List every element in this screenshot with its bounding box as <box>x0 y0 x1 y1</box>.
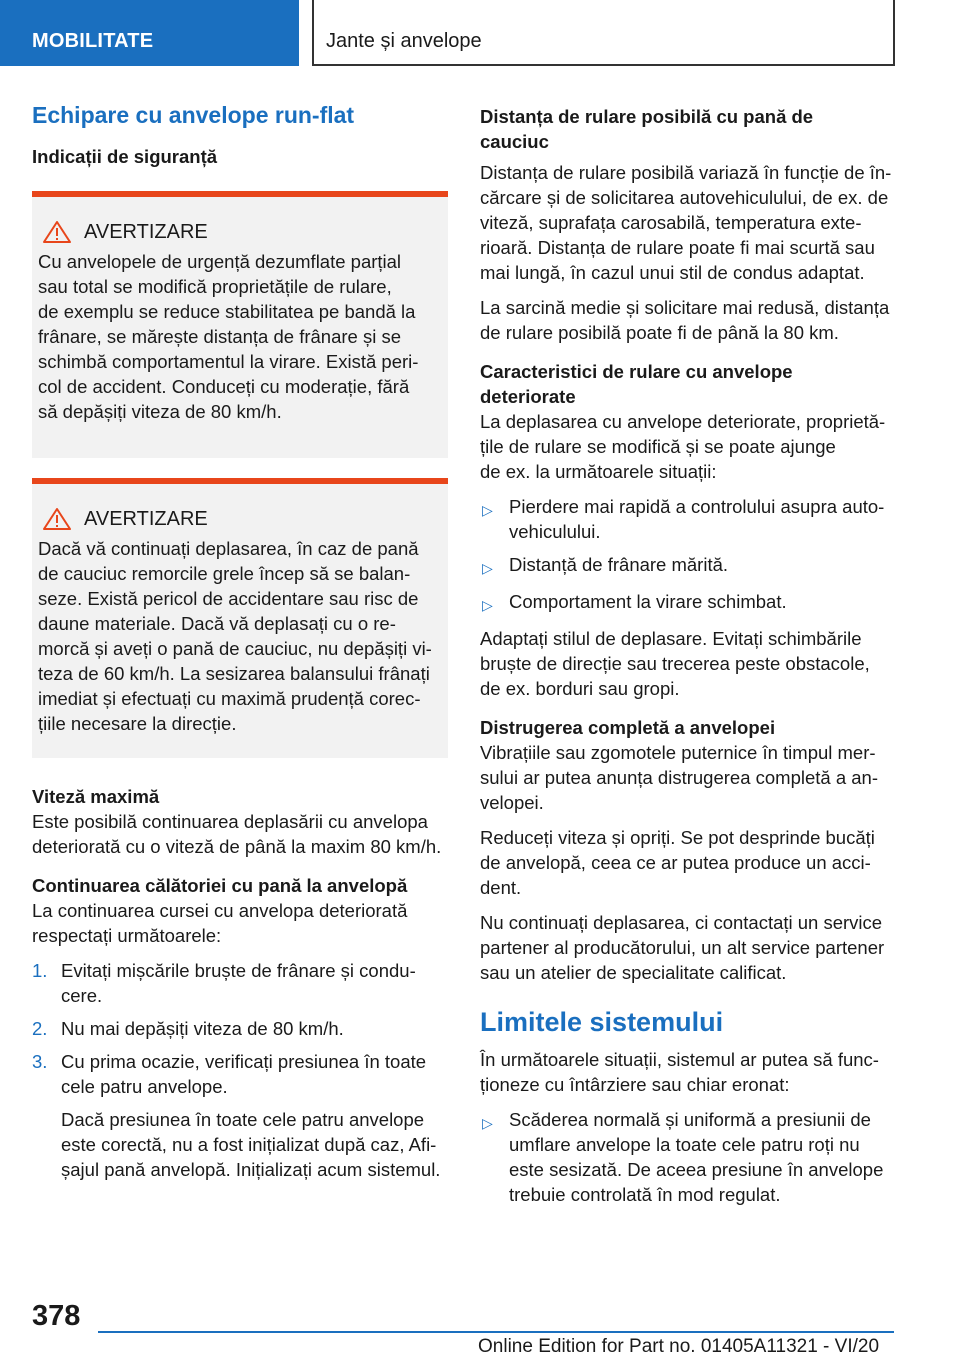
page-header <box>0 0 960 66</box>
section-tab: MOBILITATE <box>0 0 299 66</box>
warning-box <box>32 478 448 758</box>
continue-heading: Continuarea călătoriei cu pană la anvelopă <box>32 875 408 896</box>
warning-title: AVERTIZARE <box>84 221 208 243</box>
footer-divider <box>98 1331 894 1333</box>
step-note: Dacă presiunea în toate cele patru anvelope este corectă, nu a fost inițializat după caz, Afi- șajul pană anvelopă. Inițializați acum sistemul. <box>61 1109 441 1180</box>
destroy-text: Nu continuați deplasarea, ci contactați un service partener al producătorului, un alt service partener sau un atelier de specialitate calificat. <box>480 912 885 983</box>
right-column <box>480 104 896 1215</box>
warning-text: Dacă vă continuați deplasarea, în caz de pană de cauciuc remorcile grele încep să se balan- seze. Există pericol de accidentare sau risc de daune materiale. Dacă vă deplasați cu o re- morcă și aveți o pană de cauciuc, nu depășiți vi- teza de 60 km/h. La sesizarea balansului frânați imediat și efectuați cu maximă prudență corec- țiile necesare la direcție. <box>38 538 432 734</box>
warning-box <box>32 191 448 446</box>
characteristics-heading: Caracteristici de rulare cu anvelope deteriorate <box>480 361 793 407</box>
section-title: Echipare cu anvelope run-flat <box>32 102 355 128</box>
chapter-title: Jante și anvelope <box>312 0 895 66</box>
warning-text: Cu anvelopele de urgență dezumflate parțial sau total se modifică proprietățile de rulare, de exemplu se reduce stabilitatea pe bandă la frânare, se mărește distanța de frânare și se schimbă comportamentul la virare. Există peri- col de accident. Conduceți cu moderație, fără să depășiți viteza de 80 km/h. <box>38 251 419 422</box>
speed-heading: Viteză maximă <box>32 786 160 807</box>
warning-triangle-icon <box>42 507 72 531</box>
edition-label: Online Edition for Part no. 01405A11321 - VI/20 <box>478 1336 880 1357</box>
triangle-bullet-icon: ▷ <box>482 1115 493 1131</box>
characteristics-list <box>480 494 896 618</box>
safety-heading: Indicații de siguranță <box>32 146 218 167</box>
limits-list <box>480 1107 896 1207</box>
continue-text: La continuarea cursei cu anvelopa deteriorată respectați următoarele: <box>32 900 408 946</box>
list-item: ▷ Scăderea normală și uniformă a presiunii de umflare anvelope la toate cele patru roți nu este sesizată. De aceea presiune în anvelope trebuie controlată în mod regulat. <box>482 1109 884 1205</box>
characteristics-text: La deplasarea cu anvelope deteriorate, proprietă- țile de rulare se modifică și se poate ajunge de ex. la următoarele situații: <box>480 411 886 482</box>
distance-text: La sarcină medie și solicitare mai redusă, distanța de rulare posibilă poate fi de până la 80 km. <box>480 297 890 343</box>
list-item: ▷ Distanță de frânare mărită. <box>480 552 896 581</box>
distance-text: Distanța de rulare posibilă variază în funcție de în- cărcare și de solicitarea autovehiculului, de ex. de viteză, suprafața carosabilă, temperatura exte- rioară. Distanța de rulare poate fi mai scurtă sau mai lungă, în cazul unui stil de condus adaptat. <box>480 162 892 283</box>
warning-title: AVERTIZARE <box>84 508 208 530</box>
page-number: 378 <box>32 1300 81 1332</box>
limits-title: Limitele sistemului <box>480 1007 724 1037</box>
list-item: ▷ Comportament la virare schimbat. <box>480 589 896 618</box>
triangle-bullet-icon: ▷ <box>482 560 493 576</box>
distance-heading: Distanța de rulare posibilă cu pană de cauciuc <box>480 106 814 152</box>
characteristics-after: Adaptați stilul de deplasare. Evitați schimbările bruște de direcție sau trecerea peste obstacole, de ex. borduri sau gropi. <box>480 628 870 699</box>
triangle-bullet-icon: ▷ <box>482 597 493 613</box>
warning-triangle-icon <box>42 220 72 244</box>
list-item: 1. Evitați mișcările bruște de frânare și condu- cere. <box>32 960 416 1006</box>
destroy-text: Vibrațiile sau zgomotele puternice în timpul mer- sului ar putea anunța distrugerea completă a an- velopei. <box>480 742 879 813</box>
destroy-text: Reduceți viteza și opriți. Se pot desprinde bucăți de anvelopă, ceea ce ar putea produce un acci- dent. <box>480 827 875 898</box>
list-item: 2. Nu mai depășiți viteza de 80 km/h. <box>32 1018 344 1039</box>
limits-text: În următoarele situații, sistemul ar putea să func- ționeze cu întârziere sau chiar eronat: <box>480 1049 879 1095</box>
steps-list <box>32 958 448 1099</box>
list-item: ▷ Pierdere mai rapidă a controlului asupra auto- vehiculului. <box>482 496 885 542</box>
list-item: 3. Cu prima ocazie, verificați presiunea în toate cele patru anvelope. <box>32 1051 427 1097</box>
speed-text: Este posibilă continuarea deplasării cu anvelopa deteriorată cu o viteză de până la maxim 80 km/h. <box>32 811 442 857</box>
left-column <box>32 100 448 1182</box>
destroy-heading: Distrugerea completă a anvelopei <box>480 717 776 738</box>
triangle-bullet-icon: ▷ <box>482 502 493 518</box>
